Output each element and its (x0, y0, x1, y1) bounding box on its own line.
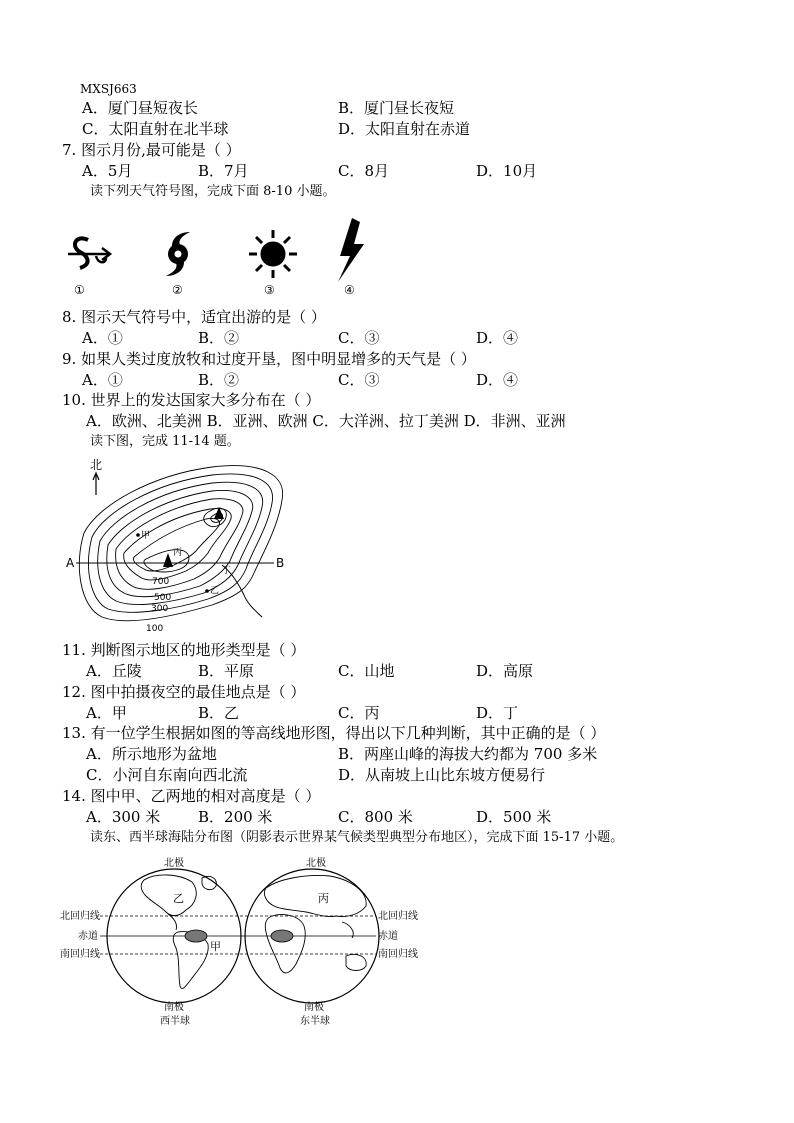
q11-option-a: A．丘陵 (86, 662, 142, 680)
q12-option-b: B．乙 (198, 704, 240, 722)
q7-option-a: A．5月 (82, 162, 133, 180)
q9-option-c: C．③ (338, 371, 380, 389)
q7-option-c: C．8月 (338, 162, 390, 180)
weather-label-2: ② (172, 283, 183, 297)
intro-11-14: 读下图，完成 11-14 题。 (90, 434, 240, 449)
header-code: MXSJ663 (80, 82, 137, 96)
q14-option-d: D．500 米 (476, 808, 552, 826)
contour-label-300: 300 (151, 604, 169, 614)
q14-stem: 14. 图中甲、乙两地的相对高度是（ ） (62, 787, 321, 805)
west-hemisphere-caption: 西半球 (160, 1016, 190, 1027)
intro-8-10: 读下列天气符号图，完成下面 8-10 小题。 (90, 184, 336, 199)
wind-icon (68, 238, 110, 268)
q6-option-b: B．厦门昼长夜短 (338, 99, 455, 117)
q13-option-b: B．两座山峰的海拔大约都为 700 多米 (338, 745, 598, 763)
weather-label-4: ④ (344, 283, 355, 297)
q8-stem: 8. 图示天气符号中，适宜出游的是（ ） (62, 308, 326, 326)
q6-option-c: C．太阳直射在北半球 (82, 120, 229, 138)
q9-stem: 9. 如果人类过度放牧和过度开垦，图中明显增多的天气是（ ） (62, 350, 476, 368)
point-jia-dot (136, 533, 140, 537)
point-a-label: A (66, 556, 75, 570)
point-yi-label: 乙 (210, 586, 220, 596)
right-tropic-capricorn-label: 南回归线 (378, 949, 418, 960)
q13-option-c: C．小河自东南向西北流 (86, 766, 248, 784)
hemisphere-map (60, 852, 430, 1027)
contour-label-700: 700 (152, 577, 170, 587)
q6-option-d: D．太阳直射在赤道 (338, 120, 471, 138)
contour-label-100: 100 (146, 624, 164, 634)
point-ding-label: 丁 (222, 566, 232, 576)
shaded-region-jia (185, 930, 207, 942)
eastern-landmasses (264, 876, 366, 973)
q6-option-a: A．厦门昼短夜长 (82, 99, 198, 117)
sunny-icon (249, 230, 297, 278)
q8-option-b: B．② (198, 329, 240, 347)
lightning-icon (338, 218, 364, 282)
weather-label-1: ① (74, 283, 85, 297)
east-north-pole-label: 北极 (306, 858, 326, 869)
left-equator-label: 赤道 (78, 931, 98, 942)
north-label: 北 (90, 458, 103, 472)
left-tropic-cancer-label: 北回归线 (60, 911, 100, 922)
q12-option-c: C．丙 (338, 704, 380, 722)
q14-option-b: B．200 米 (198, 808, 273, 826)
q12-stem: 12. 图中拍摄夜空的最佳地点是（ ） (62, 683, 306, 701)
east-hemisphere-caption: 东半球 (300, 1016, 330, 1027)
west-north-pole-label: 北极 (164, 858, 184, 869)
q11-option-c: C．山地 (338, 662, 395, 680)
intro-15-17: 读东、西半球海陆分布图（阴影表示世界某气候类型典型分布地区），完成下面 15-17 小题。 (90, 830, 624, 845)
q10-options: A．欧洲、北美洲 B．亚洲、欧洲 C．大洋洲、拉丁美洲 D．非洲、亚洲 (86, 412, 566, 430)
q12-option-a: A．甲 (86, 704, 127, 722)
west-south-pole-label: 南极 (164, 1002, 184, 1013)
right-equator-label: 赤道 (378, 931, 398, 942)
q9-option-b: B．② (198, 371, 240, 389)
region-yi-label: 乙 (173, 892, 184, 905)
point-jia-label: 甲 (141, 531, 151, 541)
q13-option-a: A．所示地形为盆地 (86, 745, 217, 763)
q14-option-c: C．800 米 (338, 808, 413, 826)
q8-option-c: C．③ (338, 329, 380, 347)
q9-option-d: D．④ (476, 371, 519, 389)
q7-option-b: B．7月 (198, 162, 249, 180)
q11-option-b: B．平原 (198, 662, 255, 680)
point-bing-label: 丙 (173, 548, 183, 558)
right-tropic-cancer-label: 北回归线 (378, 911, 418, 922)
region-bing-label: 丙 (318, 892, 329, 905)
q12-option-d: D．丁 (476, 704, 519, 722)
q8-option-a: A．① (82, 329, 123, 347)
contour-lines (79, 466, 285, 621)
q9-option-a: A．① (82, 371, 123, 389)
region-jia-label: 甲 (210, 940, 221, 953)
typhoon-icon (166, 232, 190, 276)
q11-option-d: D．高原 (476, 662, 534, 680)
east-south-pole-label: 南极 (304, 1002, 324, 1013)
shaded-region-east (271, 930, 293, 942)
weather-label-3: ③ (264, 283, 275, 297)
q10-stem: 10. 世界上的发达国家大多分布在（ ） (62, 391, 321, 409)
contour-map (62, 455, 302, 635)
contour-label-500: 500 (154, 593, 172, 603)
weather-symbols-figure (60, 212, 370, 302)
left-tropic-capricorn-label: 南回归线 (60, 949, 100, 960)
q13-option-d: D．从南坡上山比东坡方便易行 (338, 766, 546, 784)
q13-stem: 13. 有一位学生根据如图的等高线地形图，得出以下几种判断，其中正确的是（ ） (62, 724, 606, 742)
point-b-label: B (276, 556, 285, 570)
q14-option-a: A．300 米 (86, 808, 161, 826)
q8-option-d: D．④ (476, 329, 519, 347)
point-yi-dot (205, 589, 209, 593)
q7-stem: 7. 图示月份,最可能是（ ） (62, 141, 241, 159)
q7-option-d: D．10月 (476, 162, 538, 180)
q11-stem: 11. 判断图示地区的地形类型是（ ） (62, 641, 306, 659)
peak-west-icon (163, 553, 173, 567)
